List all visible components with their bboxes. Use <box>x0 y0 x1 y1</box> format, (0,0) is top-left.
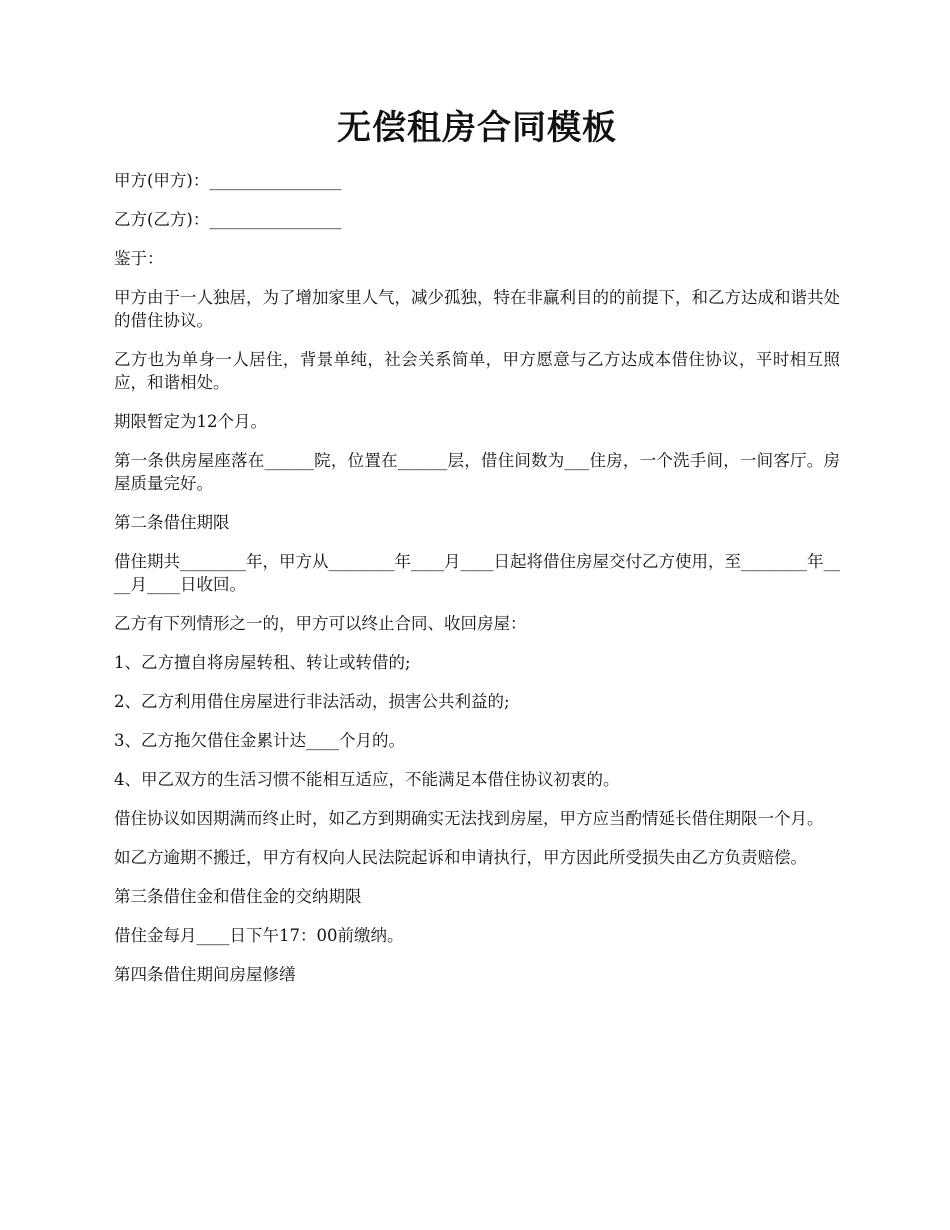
party-b-line: 乙方(乙方)：________________ <box>114 209 342 229</box>
article-4-heading: 第四条借住期间房屋修缮 <box>114 964 296 984</box>
whereas-label: 鉴于： <box>114 248 164 268</box>
eviction-clause: 如乙方逾期不搬迁，甲方有权向人民法院起诉和申请执行，甲方因此所受损失由乙方负责赔偿。 <box>114 847 807 867</box>
article-3-payment: 借住金每月____日下午17：00前缴纳。 <box>114 925 404 945</box>
whereas-party-a: 甲方由于一人独居，为了增加家里人气，减少孤独，特在非赢利目的的前提下，和乙方达成和谐共处的借住协议。 <box>114 287 840 330</box>
whereas-party-b: 乙方也为单身一人居住，背景单纯，社会关系简单，甲方愿意与乙方达成本借住协议，平时相互照应，和谐相处。 <box>114 349 840 392</box>
article-2-period: 借住期共________年，甲方从________年____月____日起将借住房屋交付乙方使用，至________年____月____日收回。 <box>114 551 840 594</box>
condition-4: 4、甲乙双方的生活习惯不能相互适应，不能满足本借住协议初衷的。 <box>114 769 620 789</box>
termination-conditions: 乙方有下列情形之一的，甲方可以终止合同、收回房屋： <box>114 613 527 633</box>
party-a-line: 甲方(甲方)：________________ <box>114 170 342 190</box>
condition-3: 3、乙方拖欠借住金累计达____个月的。 <box>114 730 405 750</box>
term-tentative: 期限暂定为12个月。 <box>114 411 267 431</box>
article-1: 第一条供房屋座落在______院，位置在______层，借住间数为___住房，一个洗手间，一间客厅。房屋质量完好。 <box>114 450 840 493</box>
article-3-heading: 第三条借住金和借住金的交纳期限 <box>114 886 362 906</box>
document-title: 无偿租房合同模板 <box>337 108 617 148</box>
condition-1: 1、乙方擅自将房屋转租、转让或转借的; <box>114 652 411 672</box>
extension-clause: 借住协议如因期满而终止时，如乙方到期确实无法找到房屋，甲方应当酌情延长借住期限一个月。 <box>114 808 824 828</box>
article-2-heading: 第二条借住期限 <box>114 512 230 532</box>
document-page <box>114 108 840 1002</box>
condition-2: 2、乙方利用借住房屋进行非法活动，损害公共利益的; <box>114 691 510 711</box>
